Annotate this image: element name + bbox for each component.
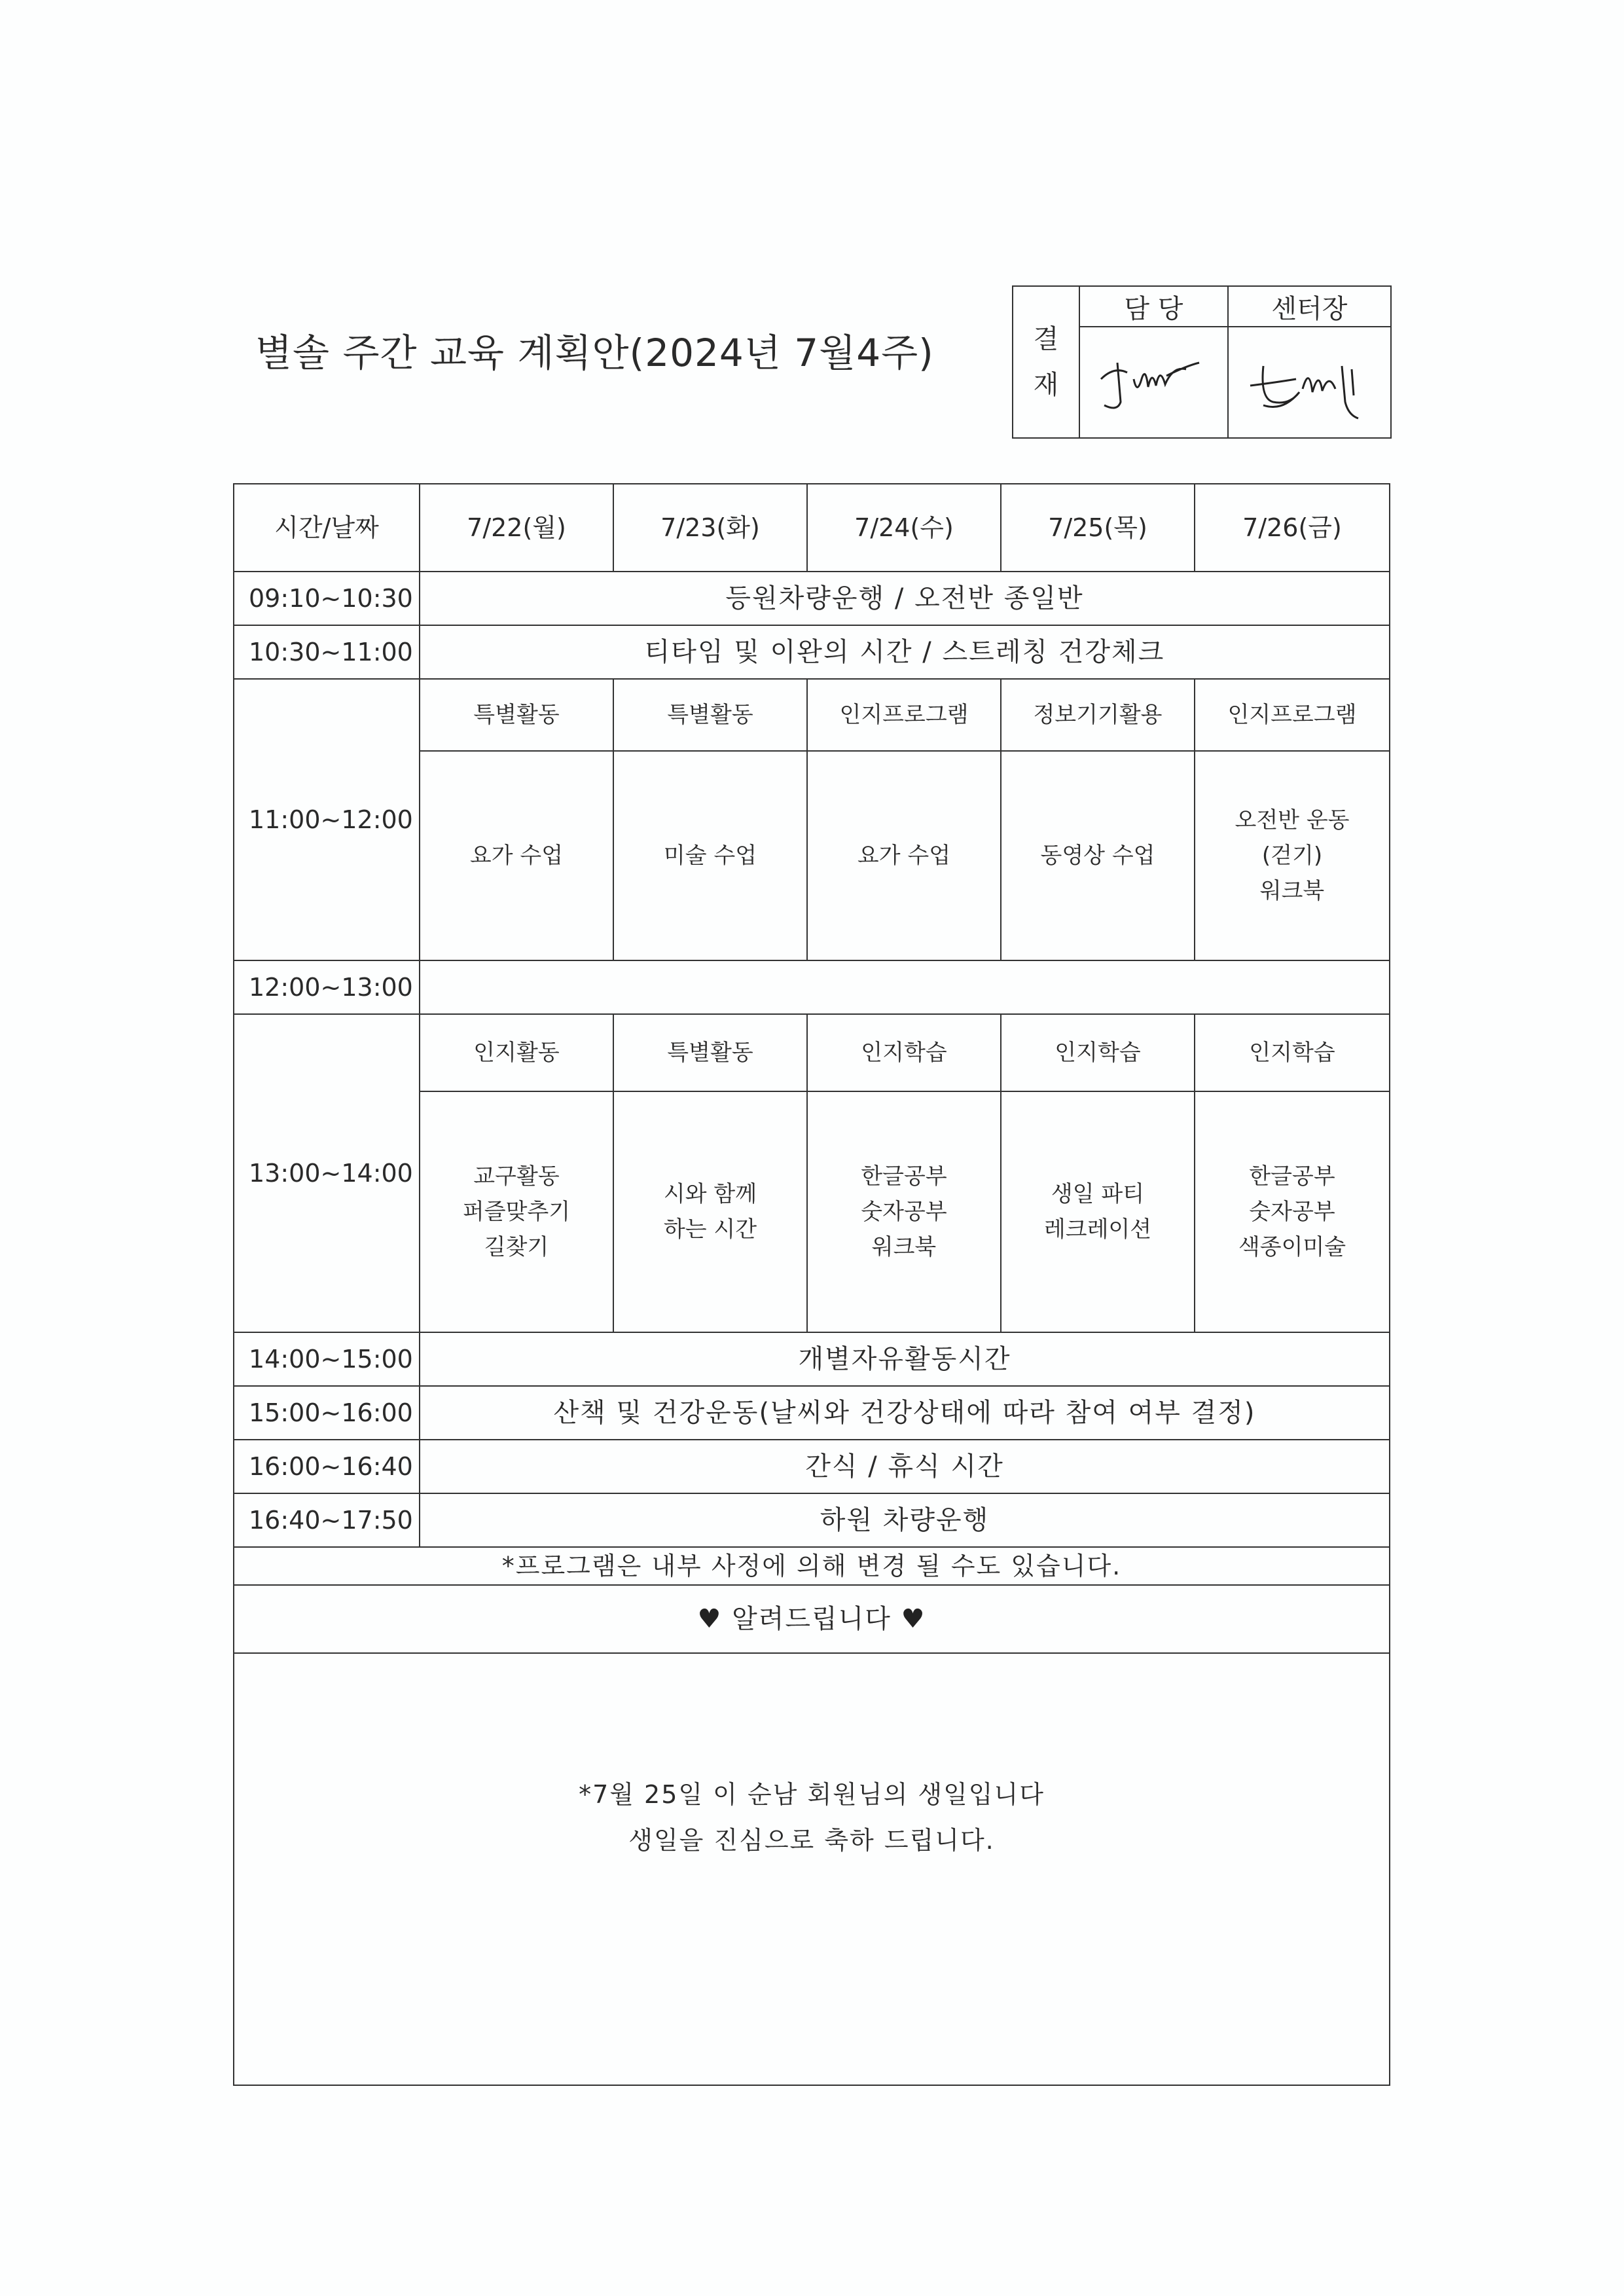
time-cell: 16:40~17:50	[234, 1493, 420, 1547]
notice-line: 생일을 진심으로 축하 드립니다.	[628, 1826, 995, 1855]
category-cell: 정보기기활용	[1001, 679, 1195, 751]
category-cell: 인지학습	[1195, 1014, 1390, 1091]
activity-cell	[613, 751, 807, 960]
table-row	[234, 1653, 1390, 2085]
header-time-label: 시간/날짜	[234, 484, 420, 572]
header-day: 7/26(금)	[1195, 484, 1390, 572]
category-cell: 인지학습	[807, 1014, 1001, 1091]
notice-body	[234, 1653, 1390, 2085]
activity-span-cell	[420, 960, 1390, 1014]
program-change-note: *프로그램은 내부 사정에 의해 변경 될 수도 있습니다.	[234, 1547, 1390, 1585]
header-day: 7/25(목)	[1001, 484, 1195, 572]
activity-line: 색종이미술	[1238, 1234, 1346, 1260]
table-row	[234, 1440, 1390, 1493]
activity-line: 레크레이션	[1043, 1216, 1152, 1243]
notice-title: 알려드립니다	[732, 1604, 892, 1634]
time-cell: 11:00~12:00	[234, 679, 420, 960]
category-cell: 특별활동	[613, 1014, 807, 1091]
activity-span-cell: 간식 / 휴식 시간	[420, 1440, 1390, 1493]
activity-line: 동영상 수업	[1040, 843, 1155, 869]
heart-icon: ♥	[697, 1604, 723, 1634]
approval-box	[1012, 285, 1392, 439]
activity-line: 퍼즐맞추기	[462, 1199, 571, 1225]
activity-span-cell: 티타임 및 이완의 시간 / 스트레칭 건강체크	[420, 625, 1390, 679]
notice-title-cell	[234, 1585, 1390, 1653]
activity-line: 시와 함께	[663, 1181, 757, 1207]
category-cell: 특별활동	[613, 679, 807, 751]
category-cell: 인지프로그램	[1195, 679, 1390, 751]
approval-side-label	[1013, 286, 1079, 438]
manager-signature	[1079, 327, 1228, 438]
time-cell: 15:00~16:00	[234, 1386, 420, 1440]
activity-line: 오전반 운동	[1235, 807, 1350, 833]
activity-span-cell: 산책 및 건강운동(날씨와 건강상태에 따라 참여 여부 결정)	[420, 1386, 1390, 1440]
activity-cell	[1195, 751, 1390, 960]
time-cell: 16:00~16:40	[234, 1440, 420, 1493]
activity-line: 미술 수업	[663, 843, 757, 869]
approval-col-director: 센터장	[1228, 286, 1391, 327]
activity-cell	[1001, 1091, 1195, 1332]
time-cell: 09:10~10:30	[234, 572, 420, 625]
table-row	[234, 1585, 1390, 1653]
header-day: 7/24(수)	[807, 484, 1001, 572]
activity-cell	[1195, 1091, 1390, 1332]
activity-cell	[420, 751, 613, 960]
activity-cell	[613, 1091, 807, 1332]
header-row	[234, 484, 1390, 572]
category-cell: 인지활동	[420, 1014, 613, 1091]
table-row	[234, 625, 1390, 679]
approval-side-label-1: 결	[1033, 324, 1059, 354]
table-row	[234, 1014, 1390, 1091]
table-row	[234, 1332, 1390, 1386]
table-row	[234, 679, 1390, 751]
table-row	[234, 1493, 1390, 1547]
activity-cell	[420, 1091, 613, 1332]
activity-span-cell: 하원 차량운행	[420, 1493, 1390, 1547]
weekly-plan-table	[233, 483, 1390, 2086]
table-row	[234, 1386, 1390, 1440]
time-cell: 10:30~11:00	[234, 625, 420, 679]
activity-line: 워크북	[871, 1234, 937, 1260]
heart-icon: ♥	[901, 1604, 926, 1634]
activity-line: 하는 시간	[663, 1216, 757, 1243]
activity-line: 한글공부	[861, 1163, 947, 1190]
header-day: 7/23(화)	[613, 484, 807, 572]
activity-cell	[807, 1091, 1001, 1332]
category-cell: 특별활동	[420, 679, 613, 751]
activity-span-cell: 등원차량운행 / 오전반 종일반	[420, 572, 1390, 625]
time-cell: 13:00~14:00	[234, 1014, 420, 1332]
table-row	[234, 572, 1390, 625]
activity-span-cell: 개별자유활동시간	[420, 1332, 1390, 1386]
activity-line: 생일 파티	[1051, 1181, 1145, 1207]
activity-line: 워크북	[1259, 878, 1325, 904]
category-cell: 인지프로그램	[807, 679, 1001, 751]
header-day: 7/22(월)	[420, 484, 613, 572]
activity-line: 숫자공부	[1249, 1199, 1335, 1225]
activity-line: 요가 수업	[857, 843, 951, 869]
activity-cell	[1001, 751, 1195, 960]
table-row	[234, 960, 1390, 1014]
manager-signature-image	[1088, 340, 1219, 425]
table-row	[234, 1547, 1390, 1585]
activity-line: 한글공부	[1249, 1163, 1335, 1190]
activity-line: 길찾기	[484, 1234, 549, 1260]
time-cell: 14:00~15:00	[234, 1332, 420, 1386]
activity-cell	[807, 751, 1001, 960]
approval-col-manager: 담 당	[1079, 286, 1228, 327]
page-title: 별솔 주간 교육 계획안(2024년 7월4주)	[255, 331, 934, 375]
approval-side-label-2: 재	[1033, 370, 1059, 400]
time-cell: 12:00~13:00	[234, 960, 420, 1014]
category-cell: 인지학습	[1001, 1014, 1195, 1091]
director-signature-image	[1237, 340, 1381, 425]
activity-line: 요가 수업	[469, 843, 564, 869]
director-signature	[1228, 327, 1391, 438]
activity-line: 교구활동	[473, 1163, 560, 1190]
notice-line: *7월 25일 이 순남 회원님의 생일입니다	[579, 1780, 1045, 1809]
activity-line: (걷기)	[1261, 843, 1323, 869]
activity-line: 숫자공부	[861, 1199, 947, 1225]
